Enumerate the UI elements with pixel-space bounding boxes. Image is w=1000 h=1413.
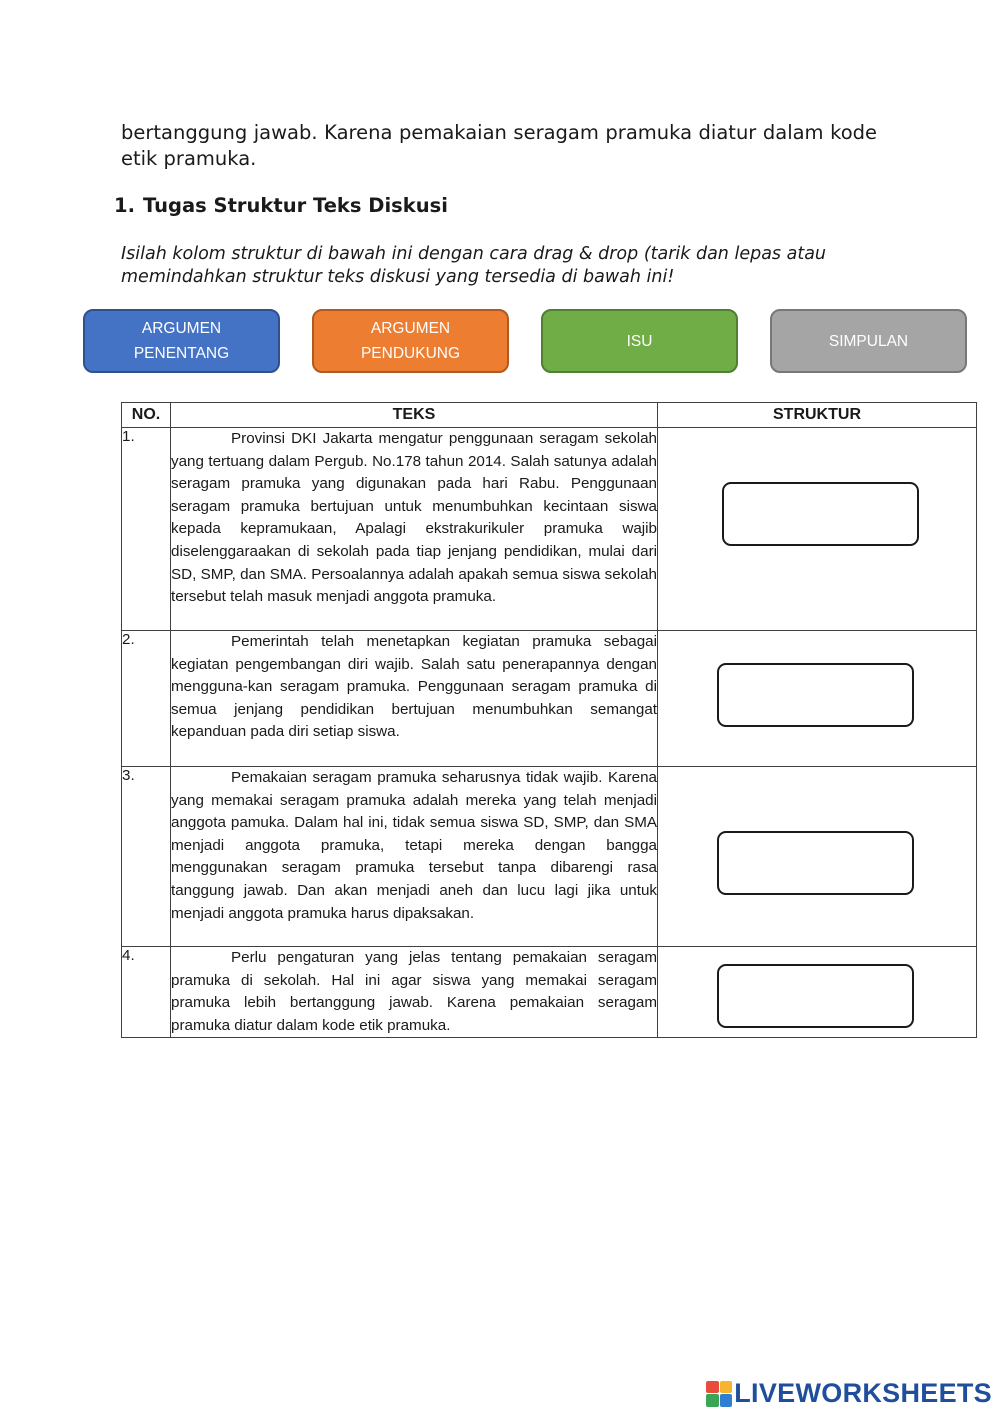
chip-label: ARGUMEN PENENTANG: [133, 320, 230, 362]
table-row: [122, 631, 977, 767]
header-no: NO.: [122, 403, 171, 428]
drop-zone-2[interactable]: [717, 663, 914, 727]
chip-label: ARGUMEN PENDUKUNG: [360, 320, 461, 362]
drop-zone-1[interactable]: [722, 482, 919, 546]
table-header-row: [122, 403, 977, 428]
chip-label: SIMPULAN: [828, 332, 909, 350]
row-number: 4.: [122, 947, 171, 1038]
chip-label: ISU: [626, 332, 653, 350]
section-heading: [114, 194, 448, 217]
logo-text: LIVEWORKSHEETS: [734, 1378, 992, 1408]
header-teks: TEKS: [171, 403, 658, 428]
structure-table: [121, 402, 977, 1038]
row-text: Pemerintah telah menetapkan kegiatan pramuka sebagai kegiatan pengembangan diri wajib. Salah satu penerapannya dengan mengguna-kan seragam pramuka. Penggunaan seragam pramuka di semua jenjang pendidikan bertujuan menumbuhkan semangat kepanduan pada diri setiap siswa.: [171, 631, 658, 767]
row-number: 2.: [122, 631, 171, 767]
section-title: Tugas Struktur Teks Diskusi: [142, 194, 448, 217]
struktur-cell: [658, 428, 977, 631]
chip-isu[interactable]: [541, 309, 738, 373]
struktur-cell: [658, 767, 977, 947]
drop-zone-4[interactable]: [717, 964, 914, 1028]
drop-zone-3[interactable]: [717, 831, 914, 895]
intro-paragraph: bertanggung jawab. Karena pemakaian seragam pramuka diatur dalam kode etik pramuka.: [121, 121, 877, 170]
table-row: [122, 767, 977, 947]
logo-mark-icon: [706, 1381, 732, 1407]
chip-argumen-pendukung[interactable]: [312, 309, 509, 373]
row-text: Provinsi DKI Jakarta mengatur penggunaan seragam sekolah yang tertuang dalam Pergub. No.178 tahun 2014. Salah satunya adalah seragam pramuka yang digunakan pada hari Rabu. Penggunaan seragam pramuka bertujuan untuk menumbuhkan kecintaan siswa kepada kepramukaan, Apalagi ekstrakurikuler pramuka wajib diselenggaraakan di sekolah pada tiap jenjang pendidikan, mulai dari SD, SMP, dan SMA. Persoalannya adalah apakah semua siswa sekolah tersebut telah masuk menjadi anggota pramuka.: [171, 428, 658, 631]
table-row: [122, 947, 977, 1038]
table-row: [122, 428, 977, 631]
chip-simpulan[interactable]: [770, 309, 967, 373]
row-text: Pemakaian seragam pramuka seharusnya tidak wajib. Karena yang memakai seragam pramuka adalah mereka yang telah menjadi anggota pamuka. Dalam hal ini, tidak semua siswa SD, SMP, dan SMA menjadi anggota pramuka, tetapi mereka dengan bangga menggunakan seragam pramuka tersebut tanpa dibarengi rasa tanggung jawab. Dan akan menjadi aneh dan lucu lagi jika untuk menjadi anggota pramuka harus dipaksakan.: [171, 767, 658, 947]
row-number: 1.: [122, 428, 171, 631]
row-text: Perlu pengaturan yang jelas tentang pemakaian seragam pramuka di sekolah. Hal ini agar siswa yang memakai seragam pramuka lebih bertanggung jawab. Karena pemakaian seragam pramuka diatur dalam kode etik pramuka.: [171, 947, 658, 1038]
row-number: 3.: [122, 767, 171, 947]
section-number: 1.: [114, 194, 135, 217]
chip-argumen-penentang[interactable]: [83, 309, 280, 373]
instruction-text: Isilah kolom struktur di bawah ini dengan cara drag & drop (tarik dan lepas atau memindahkan struktur teks diskusi yang tersedia di bawah ini!: [121, 244, 827, 287]
struktur-cell: [658, 631, 977, 767]
struktur-cell: [658, 947, 977, 1038]
liveworksheets-logo: [706, 1378, 992, 1409]
header-struktur: STRUKTUR: [658, 403, 977, 428]
